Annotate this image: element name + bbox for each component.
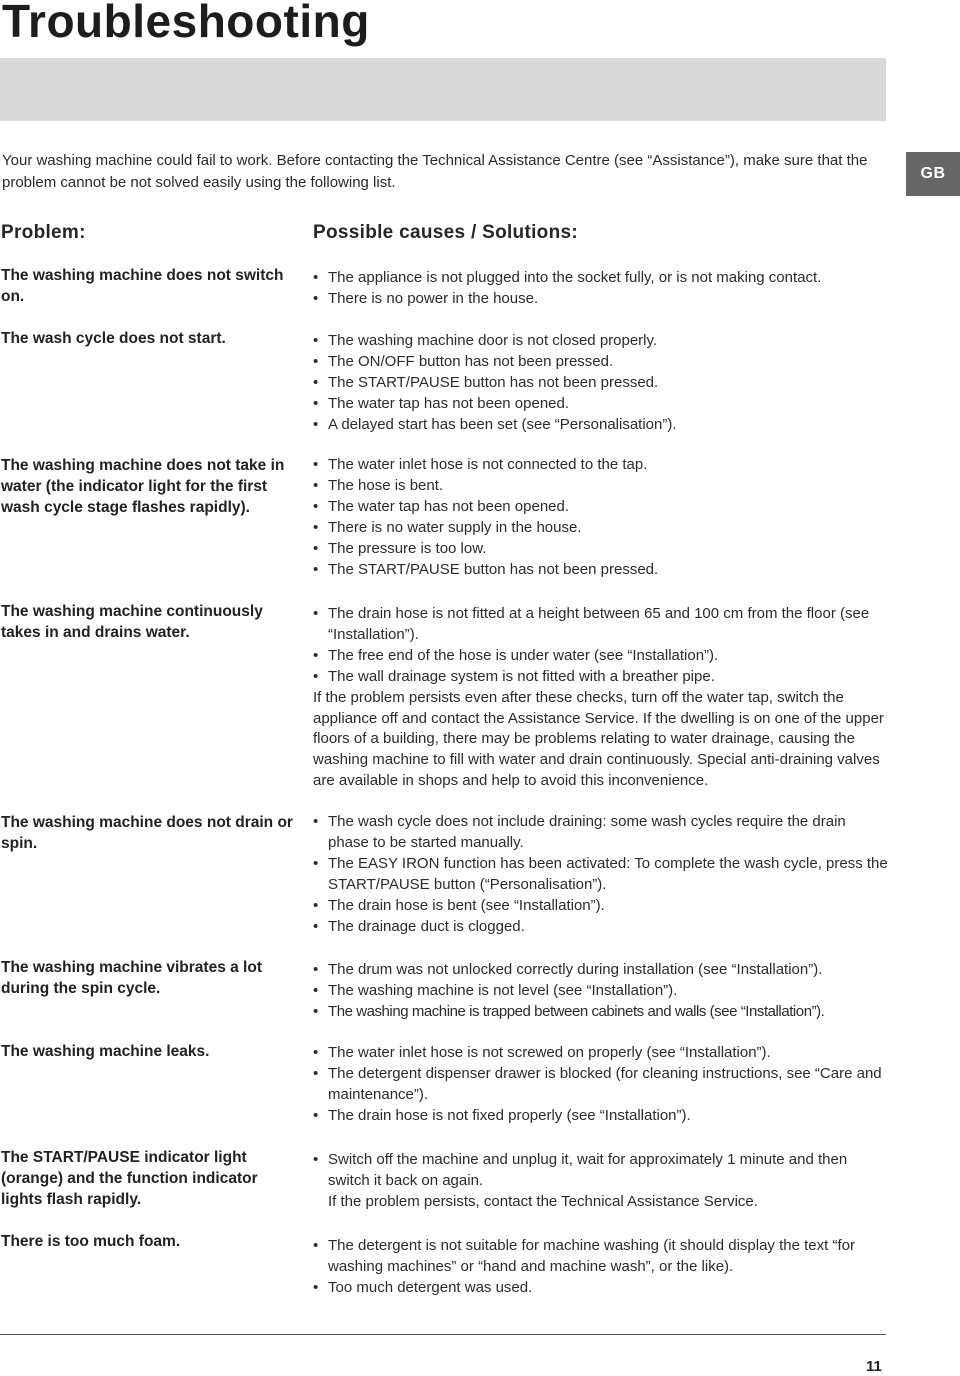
solution-item: • The EASY IRON function has been activated: To complete the wash cycle, press the START/PAUSE button (“Personalisation”). bbox=[313, 854, 888, 896]
solution-item: • The wall drainage system is not fitted with a breather pipe. bbox=[313, 667, 888, 688]
problem-label: The washing machine continuously takes in and drains water. bbox=[1, 603, 263, 641]
problem-label: The washing machine does not take in water (the indicator light for the first wash cycle stage flashes rapidly). bbox=[1, 457, 285, 516]
language-tab: GB bbox=[906, 152, 960, 196]
solution-item: • The detergent is not suitable for machine washing (it should display the text “for washing machines” or “hand and machine wash”, or the like). bbox=[313, 1236, 873, 1278]
title-band bbox=[0, 58, 886, 121]
solution-block bbox=[313, 1043, 888, 1127]
solution-item: • The START/PAUSE button has not been pressed. bbox=[313, 373, 893, 394]
solution-item: • A delayed start has been set (see “Personalisation”). bbox=[313, 415, 893, 436]
solution-item: • Switch off the machine and unplug it, wait for approximately 1 minute and then switch it back on again. bbox=[313, 1150, 888, 1192]
problem-column-heading: Problem: bbox=[1, 222, 86, 243]
solution-block bbox=[313, 960, 893, 1023]
problem-label: The washing machine vibrates a lot during the spin cycle. bbox=[1, 959, 262, 997]
solution-item: • The pressure is too low. bbox=[313, 539, 893, 560]
solution-item: • There is no water supply in the house. bbox=[313, 518, 893, 539]
solution-item: • The water tap has not been opened. bbox=[313, 497, 893, 518]
page-number: 11 bbox=[866, 1358, 882, 1375]
solution-item: • Too much detergent was used. bbox=[313, 1278, 873, 1299]
solution-block bbox=[313, 812, 888, 937]
problem-label: There is too much foam. bbox=[1, 1233, 181, 1250]
solution-item: • The hose is bent. bbox=[313, 476, 893, 497]
solution-item: • The washing machine is trapped between cabinets and walls (see “Installation”). bbox=[313, 1002, 893, 1023]
solution-item: • There is no power in the house. bbox=[313, 289, 893, 310]
solution-item: • The washing machine door is not closed properly. bbox=[313, 331, 893, 352]
solution-item: • The drain hose is not fixed properly (see “Installation”). bbox=[313, 1106, 888, 1127]
solution-item: • The water tap has not been opened. bbox=[313, 394, 893, 415]
solution-item: • The drainage duct is clogged. bbox=[313, 917, 888, 938]
solution-note: If the problem persists, contact the Technical Assistance Service. bbox=[328, 1192, 758, 1210]
solution-block bbox=[313, 1150, 888, 1213]
solution-item: • The free end of the hose is under water (see “Installation”). bbox=[313, 646, 888, 667]
solution-item: • The detergent dispenser drawer is blocked (for cleaning instructions, see “Care and maintenance”). bbox=[313, 1064, 888, 1106]
solution-item: • The START/PAUSE button has not been pressed. bbox=[313, 560, 893, 581]
solution-item: • The appliance is not plugged into the socket fully, or is not making contact. bbox=[313, 268, 893, 289]
footer-divider bbox=[0, 1334, 886, 1335]
solution-item: • The drum was not unlocked correctly during installation (see “Installation”). bbox=[313, 960, 893, 981]
solution-block bbox=[313, 455, 893, 580]
problem-label: The START/PAUSE indicator light (orange) and the function indicator lights flash rapidly. bbox=[1, 1149, 258, 1208]
solution-item: • The drain hose is bent (see “Installation”). bbox=[313, 896, 888, 917]
solution-block bbox=[313, 331, 893, 436]
solution-item: • The wash cycle does not include draining: some wash cycles require the drain phase to be started manually. bbox=[313, 812, 888, 854]
solution-item: • The ON/OFF button has not been pressed. bbox=[313, 352, 893, 373]
problem-label: The washing machine does not drain or spin. bbox=[1, 814, 293, 852]
problem-label: The wash cycle does not start. bbox=[1, 330, 226, 347]
solution-block bbox=[313, 268, 893, 310]
problem-label: The washing machine does not switch on. bbox=[1, 267, 284, 305]
problem-label: The washing machine leaks. bbox=[1, 1043, 210, 1060]
solution-item: • The water inlet hose is not connected to the tap. bbox=[313, 455, 893, 476]
solution-item: • The drain hose is not fitted at a height between 65 and 100 cm from the floor (see “Installation”). bbox=[313, 604, 888, 646]
solution-note: If the problem persists even after these checks, turn off the water tap, switch the appliance off and contact the Assistance Service. If the dwelling is on one of the upper floors of a building, there may be problems relating to water drainage, causing the washing machine to fill with water and drain continuously. Special anti-draining valves are available in shops and help to avoid this inconvenience. bbox=[313, 688, 884, 790]
solution-block bbox=[313, 604, 888, 792]
solution-item: • The washing machine is not level (see “Installation”). bbox=[313, 981, 893, 1002]
solutions-column-heading: Possible causes / Solutions: bbox=[313, 222, 578, 243]
intro-paragraph: Your washing machine could fail to work. Before contacting the Technical Assistance Centre (see “Assistance”), make sure that the problem cannot be not solved easily using the following list. bbox=[2, 152, 868, 191]
solution-block bbox=[313, 1236, 873, 1299]
solution-item: • The water inlet hose is not screwed on properly (see “Installation”). bbox=[313, 1043, 888, 1064]
page-title: Troubleshooting bbox=[2, 0, 370, 47]
